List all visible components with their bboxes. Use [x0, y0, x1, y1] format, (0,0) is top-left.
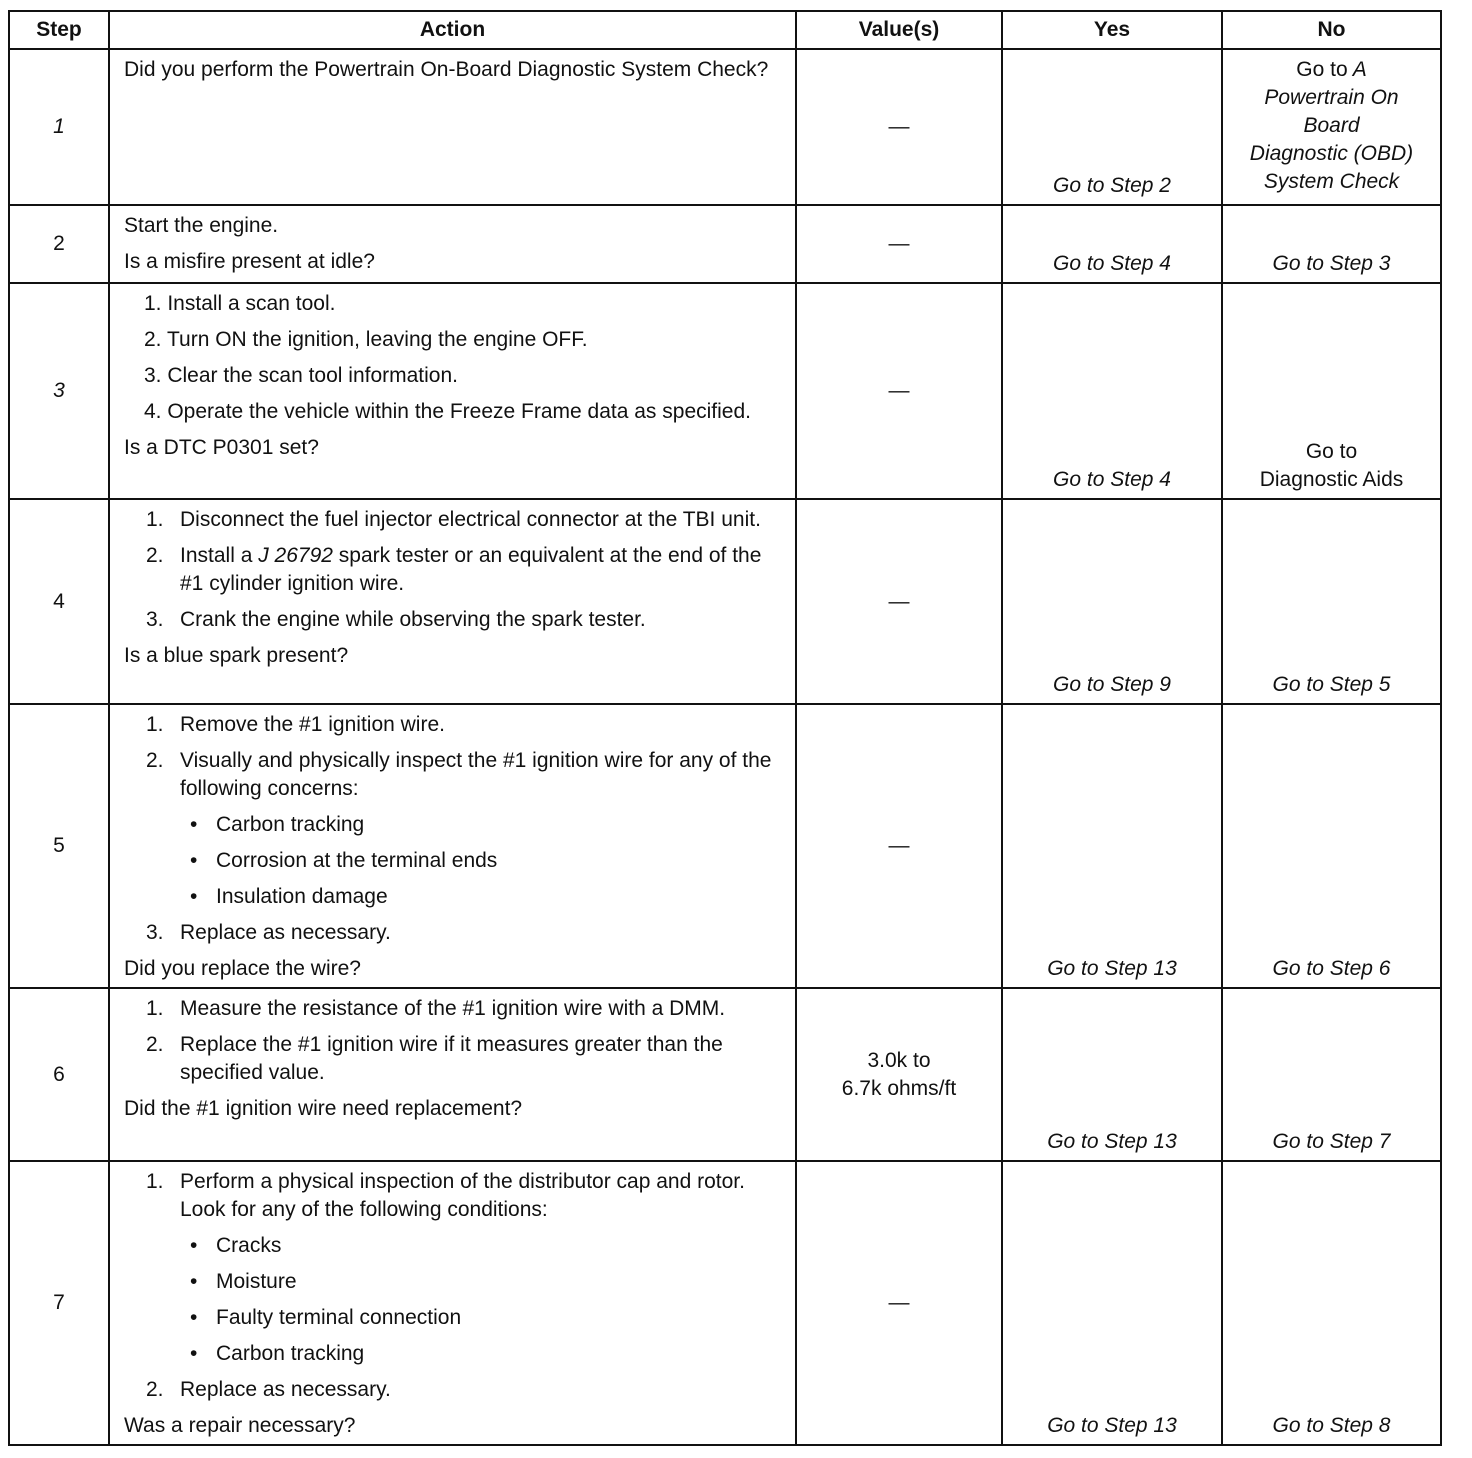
header-row — [9, 11, 1441, 49]
header-yes: Yes — [1002, 11, 1222, 49]
yes-cell[interactable] — [1002, 1161, 1222, 1445]
no-link[interactable]: Go to Diagnostic Aids — [1259, 440, 1404, 491]
bullet-item: • Corrosion at the terminal ends — [190, 849, 498, 872]
diagnostic-table — [8, 10, 1442, 1446]
table-row-step-4 — [9, 499, 1441, 704]
list-item: 2. Turn ON the ignition, leaving the engine OFF. — [144, 328, 588, 351]
yes-link[interactable]: Go to Step 13 — [1047, 1130, 1177, 1153]
value-cell — [796, 988, 1002, 1161]
value-line: 6.7k ohms/ft — [841, 1077, 957, 1100]
action-cell — [109, 704, 796, 988]
header-values: Value(s) — [796, 11, 1002, 49]
tool-number: J 26792 — [258, 544, 333, 567]
bullet-item: • Insulation damage — [190, 885, 388, 908]
yes-cell[interactable] — [1002, 499, 1222, 704]
action-cell — [109, 499, 796, 704]
action-question: Did you replace the wire? — [124, 957, 361, 980]
no-cell[interactable] — [1222, 205, 1441, 283]
yes-link[interactable]: Go to Step 2 — [1053, 174, 1171, 197]
list-item: 2. Replace the #1 ignition wire if it measures greater than the specified value. — [146, 1033, 723, 1084]
list-item: 3. Crank the engine while observing the spark tester. — [146, 608, 646, 631]
list-item: 3. Clear the scan tool information. — [144, 364, 458, 387]
value-cell: — — [796, 704, 1002, 988]
list-item: 1. Disconnect the fuel injector electrical connector at the TBI unit. — [146, 508, 761, 531]
value-cell: — — [796, 1161, 1002, 1445]
step-number: 4 — [9, 499, 109, 704]
list-item: 4. Operate the vehicle within the Freeze Frame data as specified. — [144, 400, 751, 423]
action-question: Is a DTC P0301 set? — [124, 436, 319, 459]
list-item: 1. Install a scan tool. — [144, 292, 336, 315]
no-cell[interactable] — [1222, 49, 1441, 205]
yes-link[interactable]: Go to Step 13 — [1047, 957, 1177, 980]
step-number: 3 — [9, 283, 109, 499]
bullet-item: • Cracks — [190, 1234, 282, 1257]
action-text: Did you perform the Powertrain On-Board Diagnostic System Check? — [124, 58, 769, 81]
no-link[interactable]: Go to Step 5 — [1272, 673, 1391, 696]
no-link[interactable]: Go to A Powertrain On Board Diagnostic (OBD) System Check — [1249, 58, 1414, 193]
header-step: Step — [9, 11, 109, 49]
yes-cell[interactable] — [1002, 49, 1222, 205]
action-text: Start the engine. — [124, 214, 279, 237]
table-row-step-3 — [9, 283, 1441, 499]
header-no: No — [1222, 11, 1441, 49]
bullet-item: • Carbon tracking — [190, 1342, 365, 1365]
table-row-step-6 — [9, 988, 1441, 1161]
action-cell — [109, 49, 796, 205]
action-question: Is a misfire present at idle? — [124, 250, 375, 273]
no-link[interactable]: Go to Step 6 — [1272, 957, 1391, 980]
list-item: 2. Replace as necessary. — [146, 1378, 391, 1401]
action-question: Did the #1 ignition wire need replacement? — [124, 1097, 523, 1120]
yes-link[interactable]: Go to Step 13 — [1047, 1414, 1177, 1437]
action-question: Was a repair necessary? — [124, 1414, 356, 1437]
table-row-step-2 — [9, 205, 1441, 283]
list-item: 2. Install a J 26792 spark tester or an equivalent at the end of the #1 cylinder ignition wire. — [146, 544, 762, 595]
no-cell[interactable] — [1222, 704, 1441, 988]
yes-link[interactable]: Go to Step 9 — [1053, 673, 1171, 696]
bullet-item: • Moisture — [190, 1270, 297, 1293]
no-cell[interactable] — [1222, 283, 1441, 499]
action-cell — [109, 283, 796, 499]
yes-cell[interactable] — [1002, 704, 1222, 988]
table-row-step-5 — [9, 704, 1441, 988]
header-action: Action — [109, 11, 796, 49]
step-number: 2 — [9, 205, 109, 283]
no-link[interactable]: Go to Step 7 — [1272, 1130, 1391, 1153]
action-question: Is a blue spark present? — [124, 644, 349, 667]
step-number: 1 — [9, 49, 109, 205]
yes-link[interactable]: Go to Step 4 — [1053, 252, 1171, 275]
yes-link[interactable]: Go to Step 4 — [1053, 468, 1171, 491]
list-item: 2. Visually and physically inspect the #1 ignition wire for any of the following concerns: — [146, 749, 772, 800]
yes-cell[interactable] — [1002, 988, 1222, 1161]
step-number: 6 — [9, 988, 109, 1161]
value-line: 3.0k to — [867, 1049, 931, 1072]
value-cell: — — [796, 499, 1002, 704]
value-cell: — — [796, 49, 1002, 205]
value-cell: — — [796, 205, 1002, 283]
table-row-step-1 — [9, 49, 1441, 205]
step-number: 7 — [9, 1161, 109, 1445]
action-cell — [109, 205, 796, 283]
bullet-item: • Carbon tracking — [190, 813, 365, 836]
no-link[interactable]: Go to Step 3 — [1272, 252, 1391, 275]
no-link[interactable]: Go to Step 8 — [1272, 1414, 1391, 1437]
no-cell[interactable] — [1222, 988, 1441, 1161]
list-item: 1. Remove the #1 ignition wire. — [146, 713, 445, 736]
list-item: 1. Measure the resistance of the #1 ignition wire with a DMM. — [146, 997, 726, 1020]
table-row-step-7 — [9, 1161, 1441, 1445]
no-cell[interactable] — [1222, 499, 1441, 704]
list-item: 3. Replace as necessary. — [146, 921, 391, 944]
yes-cell[interactable] — [1002, 283, 1222, 499]
action-cell — [109, 988, 796, 1161]
bullet-item: • Faulty terminal connection — [190, 1306, 462, 1329]
no-cell[interactable] — [1222, 1161, 1441, 1445]
value-cell: — — [796, 283, 1002, 499]
action-cell — [109, 1161, 796, 1445]
list-item: 1. Perform a physical inspection of the distributor cap and rotor. Look for any of the following conditions: — [146, 1170, 745, 1221]
yes-cell[interactable] — [1002, 205, 1222, 283]
step-number: 5 — [9, 704, 109, 988]
